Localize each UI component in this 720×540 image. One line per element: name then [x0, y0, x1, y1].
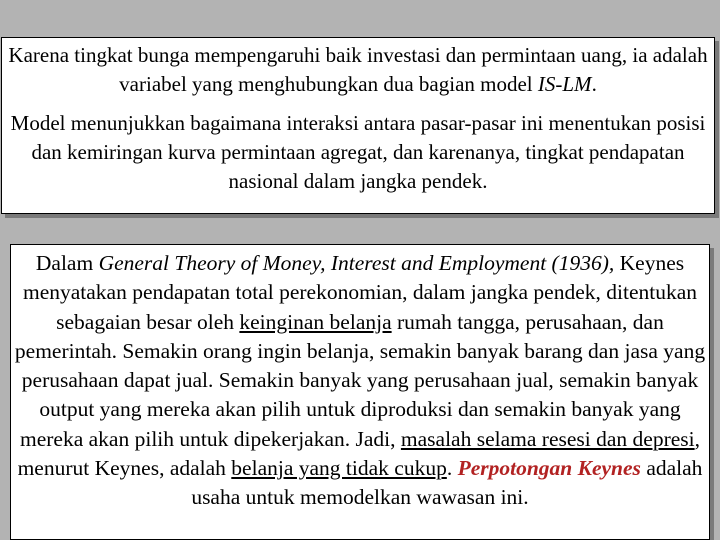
bottom-intro: Dalam — [35, 251, 99, 275]
underlined-keinginan-belanja: keinginan belanja — [239, 309, 392, 334]
top-paragraph-1-text: Karena tingkat bunga mempengaruhi baik investasi dan permintaan uang, ia adalah variabel yang menghubungkan dua bagian model — [8, 43, 708, 96]
top-paragraph-1-end: . — [591, 72, 597, 96]
bottom-text-5: adalah usaha untuk memodelkan wawasan ini. — [191, 456, 703, 510]
top-paragraph-2: Model menunjukkan bagaimana interaksi antara pasar-pasar ini menentukan posisi dan kemiringan kurva permintaan agregat, dan karenanya, tingkat pendapatan nasional dalam jangka pendek. — [10, 111, 706, 193]
bottom-text-2: rumah tangga, perusahaan, dan pemerintah. Semakin orang ingin belanja, semakin banyak barang dan jasa yang perusahaan dapat jual. Semakin banyak yang perusahaan jual, semakin banyak output yang mereka akan pilih untuk diproduksi dan semakin banyak yang mereka akan pilih untuk dipekerjakan. Jadi, — [14, 309, 706, 451]
top-text-box — [1, 37, 715, 214]
top-paragraph-1 — [2, 38, 714, 99]
bottom-text-box — [10, 244, 710, 540]
model-name: IS-LM — [537, 72, 592, 96]
bottom-text-1: Keynes menyatakan pendapatan total perekonomian, dalam jangka pendek, ditentukan sebagaian besar oleh — [22, 251, 698, 334]
bottom-paragraph — [11, 245, 709, 513]
bottom-text-4: . — [446, 456, 458, 481]
perpotongan-keynes-emphasis: Perpotongan Keynes — [457, 456, 641, 481]
bottom-text-3: , menurut Keynes, adalah — [17, 426, 700, 481]
underlined-masalah-resesi: masalah selama resesi dan depresi — [400, 426, 695, 451]
underlined-belanja-tidak-cukup: belanja yang tidak cukup — [231, 456, 447, 481]
book-title: General Theory of Money, Interest and Employment (1936), — [98, 251, 615, 275]
